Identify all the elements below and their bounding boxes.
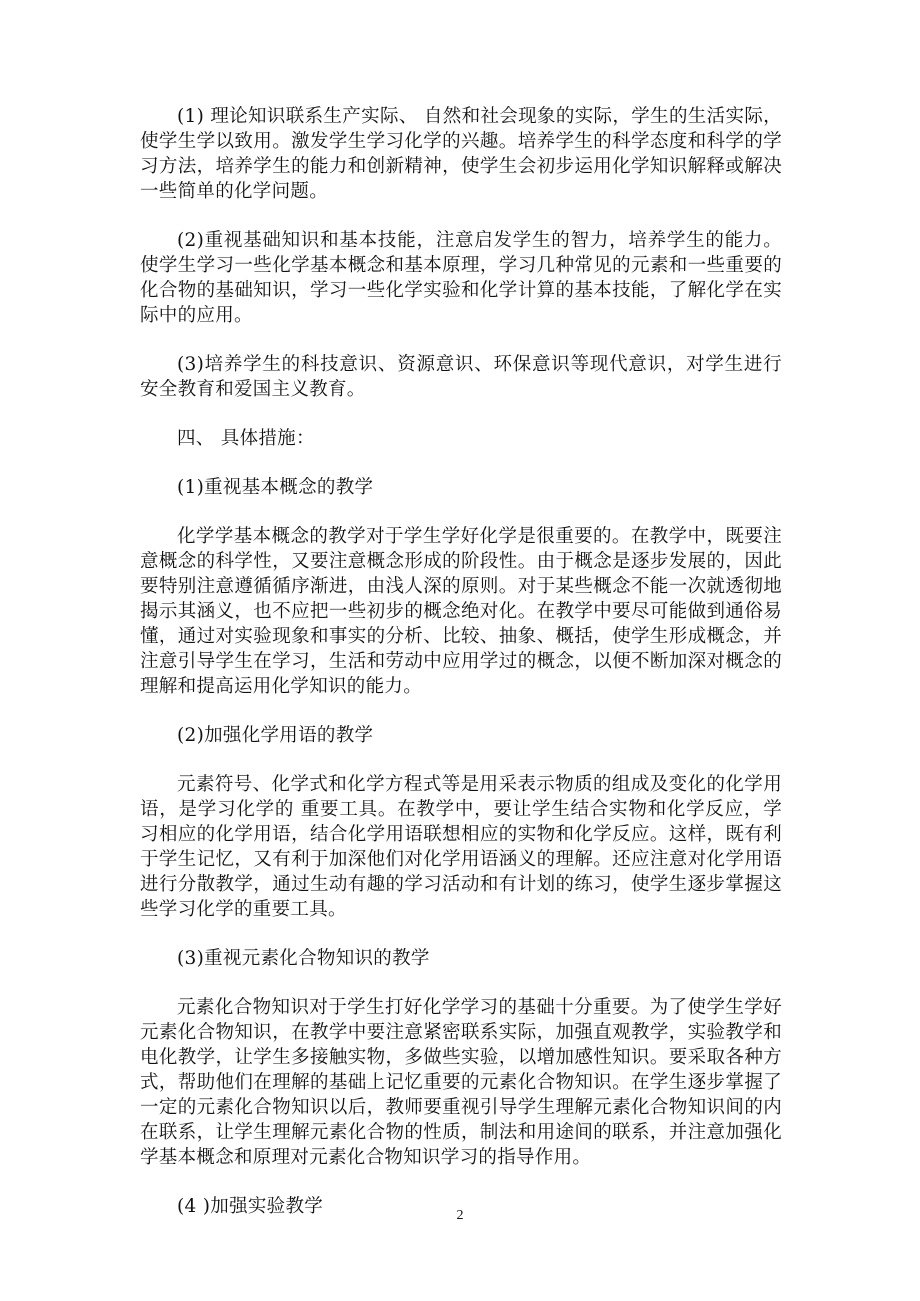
page-number: 2: [456, 1208, 464, 1223]
subheading-compounds: (3)重视元素化合物知识的教学: [177, 948, 430, 969]
paragraph-compounds: 元素化合物知识对于学生打好化学学习的基础十分重要。为了使学生学好元素化合物知识，在教学中要注意紧密联系实际，加强直观教学，实验教学和电化教学，让学生多接触实物，多做些实验，以增加感性知识。要采取各种方式，帮助他们在理解的基础上记忆重要的元素化合物知识。在学生逐步掌握了一定的元素化合物知识以后，教师要重视引导学生理解元素化合物知识间的内在联系，让学生理解元素化合物的性质，制法和用途间的联系，并注意加强化学基本概念和原理对元素化合物知识学习的指导作用。: [140, 997, 782, 1168]
subheading-experiments: (4 )加强实验教学: [177, 1196, 324, 1217]
paragraph-goal-1: (1) 理论知识联系生产实际、 自然和社会现象的实际，学生的生活实际，使学生学以致用。激发学生学习化学的兴趣。培养学生的科学态度和科学的学习方法，培养学生的能力和创新精神，使学生会初步运用化学知识解释或解决一些简单的化学问题。: [140, 106, 782, 202]
paragraph-goal-2: (2)重视基础知识和基本技能，注意启发学生的智力，培养学生的能力。使学生学习一些化学基本概念和基本原理，学习几种常见的元素和一些重要的化合物的基础知识，学习一些化学实验和化学计算的基本技能，了解化学在实际中的应用。: [140, 230, 782, 326]
section-heading-measures: 四、 具体措施：: [177, 428, 315, 449]
paragraph-goal-3: (3)培养学生的科技意识、资源意识、环保意识等现代意识，对学生进行安全教育和爱国主义教育。: [140, 354, 782, 400]
subheading-concepts: (1)重视基本概念的教学: [177, 477, 374, 498]
subheading-terminology: (2)加强化学用语的教学: [177, 725, 374, 746]
paragraph-terminology: 元素符号、化学式和化学方程式等是用采表示物质的组成及变化的化学用语，是学习化学的 重要工具。在教学中，要让学生结合实物和化学反应，学习相应的化学用语，结合化学用语联想相应的实物和化学反应。这样，既有利于学生记忆，又有利于加深他们对化学用语涵义的理解。还应注意对化学用语进行分散教学，通过生动有趣的学习活动和有计划的练习，使学生逐步掌握这些学习化学的重要工具。: [140, 774, 782, 920]
document-page: [140, 104, 782, 1243]
paragraph-concepts: 化学学基本概念的教学对于学生学好化学是很重要的。在教学中，既要注意概念的科学性，又要注意概念形成的阶段性。由于概念是逐步发展的，因此要特别注意遵循循序渐进，由浅人深的原则。对于某些概念不能一次就透彻地揭示其涵义，也不应把一些初步的概念绝对化。在教学中要尽可能做到通俗易懂，通过对实验现象和事实的分析、比较、抽象、概括，使学生形成概念，并注意引导学生在学习，生活和劳动中应用学过的概念，以便不断加深对概念的理解和提高运用化学知识的能力。: [140, 526, 782, 697]
